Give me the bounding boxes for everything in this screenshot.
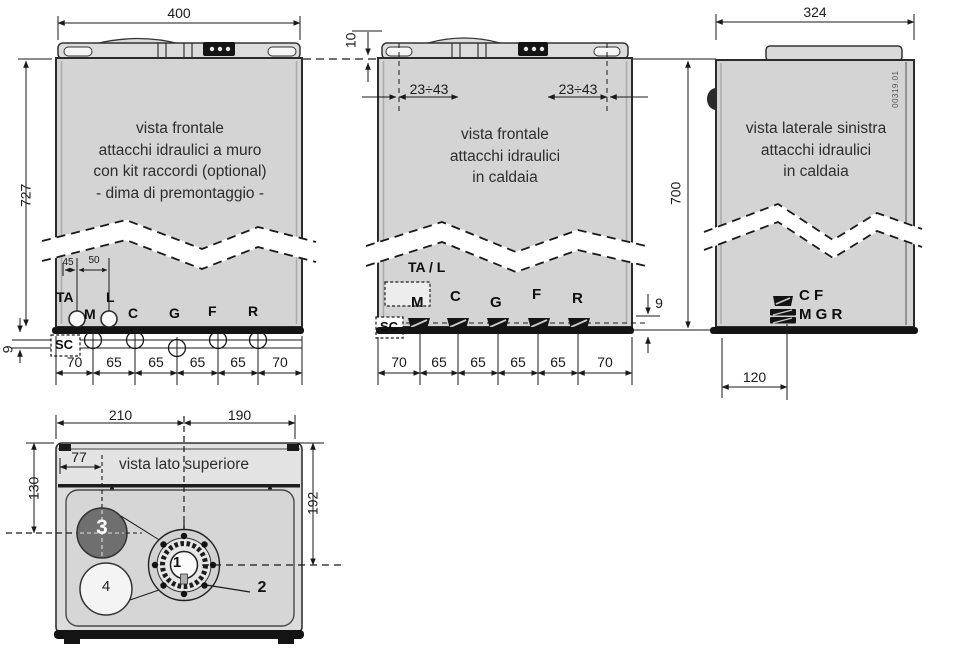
dim-label-50: 50: [88, 255, 100, 266]
conn-label-cf: C F: [799, 287, 824, 304]
dim-label-slot-left: 23÷43: [409, 81, 449, 97]
dim-bottom-1: 70: [391, 354, 407, 370]
conn-label-g: G: [490, 294, 502, 311]
hanging-slot-right: [268, 47, 296, 56]
front-boiler-view-title: vista frontale attacchi idraulici in caldaia: [449, 126, 561, 186]
conn-label-m: M: [84, 306, 96, 322]
dim-bottom-4: 65: [189, 354, 206, 370]
conn-label-c: C: [128, 305, 139, 321]
front-wall-view-title: vista frontale attacchi idraulici a muro con kit raccordi (optional) - dima di premontaggio -: [93, 120, 267, 202]
dim-bottom-5: 65: [550, 354, 566, 370]
side-view-title: vista laterale sinistra attacchi idraulici in caldaia: [745, 120, 887, 180]
callout-1-flue: 1: [172, 554, 182, 571]
dim-label-width-400: 400: [167, 5, 191, 21]
dim-label-offset-9-left: 9: [0, 345, 16, 354]
bottom-edge-bar: [710, 327, 918, 334]
conn-label-l: L: [106, 289, 115, 305]
conn-label-c: C: [450, 288, 461, 305]
dim-bottom-2: 65: [106, 354, 122, 370]
callout-2-flue-ring: 2: [257, 579, 267, 596]
dim-label-77: 77: [71, 449, 87, 465]
bottom-edge-bar: [54, 630, 304, 639]
l-connection-hole: [101, 311, 117, 327]
side-knob: [707, 88, 716, 110]
conn-label-sc: SC: [380, 319, 399, 334]
dim-bottom-3: 65: [470, 354, 486, 370]
doc-code: 00319.01: [890, 70, 900, 108]
side-view-drawing: [704, 14, 922, 400]
top-view-drawing: [6, 415, 344, 644]
top-view-title: vista lato superiore: [118, 456, 250, 473]
dim-label-130: 130: [25, 476, 42, 501]
conn-label-ta: TA: [56, 289, 74, 305]
conn-label-tal: TA / L: [408, 259, 446, 275]
conn-label-r: R: [572, 290, 583, 307]
ta-connection-hole: [69, 311, 85, 327]
dim-label-slot-right: 23÷43: [558, 81, 598, 97]
dim-bottom-3: 65: [148, 354, 164, 370]
conn-label-g: G: [169, 305, 180, 321]
dim-bottom-6: 70: [272, 354, 288, 370]
hanging-slot-left: [64, 47, 92, 56]
dim-label-192: 192: [304, 491, 321, 516]
dim-label-offset-9-right: 9: [655, 295, 663, 311]
dim-bottom-1: 70: [66, 354, 83, 370]
dim-bottom-4: 65: [510, 354, 526, 370]
dim-bottom-2: 65: [431, 354, 447, 370]
dim-label-120: 120: [742, 369, 767, 385]
conn-label-r: R: [248, 303, 259, 319]
bottom-edge-bar: [376, 327, 634, 334]
dim-label-10: 10: [342, 32, 359, 49]
bottom-edge-bar: [52, 327, 304, 334]
conn-label-f: F: [208, 303, 217, 319]
callout-3-dark-port: 3: [96, 516, 108, 539]
conn-label-sc: SC: [55, 337, 74, 352]
dim-label-width-324: 324: [803, 4, 827, 20]
conn-label-mgr: M G R: [799, 306, 843, 323]
callout-4-light-port: 4: [101, 578, 111, 595]
dim-label-height-700: 700: [667, 181, 684, 206]
dim-bottom-6: 70: [597, 354, 613, 370]
dim-label-210: 210: [108, 407, 133, 423]
conn-label-m: M: [411, 294, 424, 311]
conn-label-f: F: [532, 286, 542, 303]
dim-label-height-727: 727: [17, 183, 34, 208]
dim-label-45: 45: [62, 257, 74, 268]
dim-bottom-5: 65: [230, 354, 246, 370]
dim-label-190: 190: [227, 407, 252, 423]
